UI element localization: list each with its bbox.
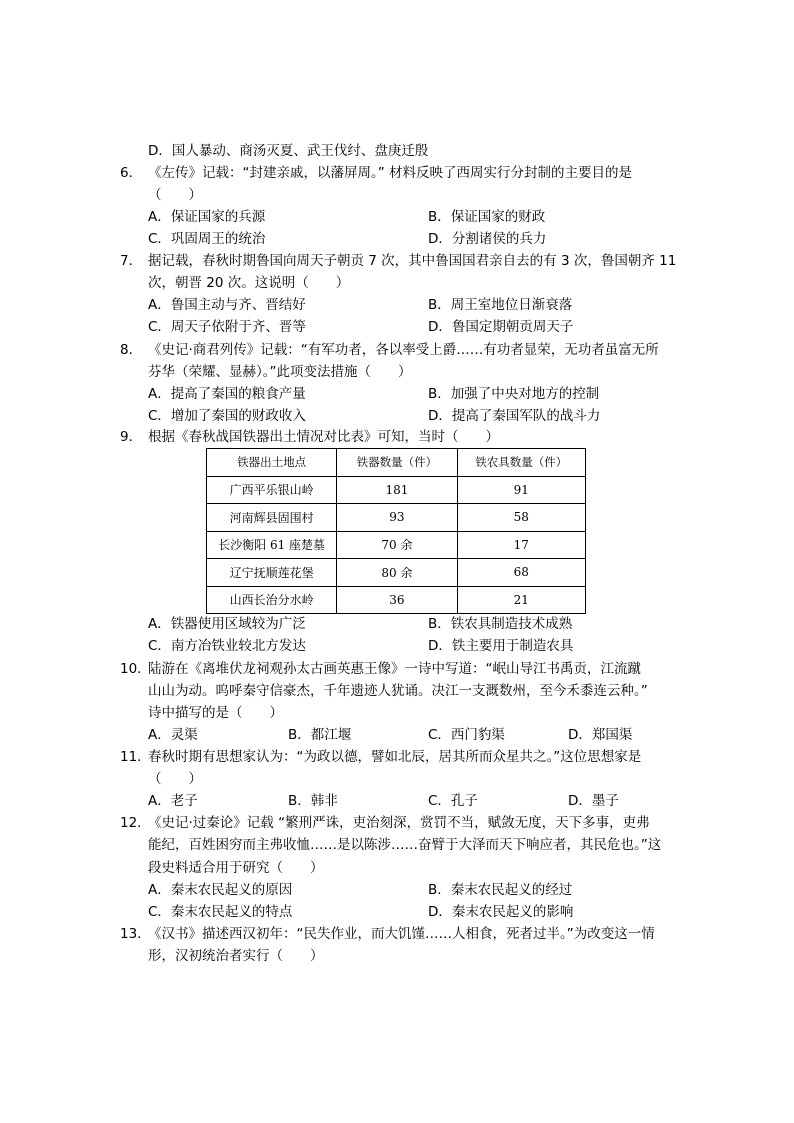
q6-number: 6． (120, 165, 143, 181)
q8-option-c: C．增加了秦国的财政收入 (148, 408, 306, 424)
q11-stem-line2: （ ） (148, 771, 202, 787)
q9-options-row-2 (0, 635, 794, 657)
q7-option-d: D．鲁国定期朝贡周天子 (428, 319, 574, 335)
table-cell: 80 余 (337, 559, 457, 587)
iron-artifacts-table (206, 448, 586, 614)
q8-options-row-2 (0, 405, 794, 427)
q13-stem-row (0, 923, 794, 945)
q12-number: 12． (120, 815, 151, 831)
q8-number: 8． (120, 342, 143, 358)
table-cell: 68 (457, 559, 585, 587)
table-row (207, 531, 586, 559)
table-header-row (207, 449, 586, 477)
q10-option-a: A．灵渠 (148, 727, 198, 743)
q7-options-row-2 (0, 316, 794, 338)
q11-options-row (0, 790, 794, 812)
q13-stem-row-2 (0, 945, 794, 967)
q7-options-row-1 (0, 294, 794, 316)
table-header-location: 铁器出土地点 (207, 449, 337, 477)
q9-option-c: C．南方冶铁业较北方发达 (148, 638, 306, 654)
q13-number: 13． (120, 926, 151, 942)
q9-stem-line1: 根据《春秋战国铁器出土情况对比表》可知，当时（ ） (148, 429, 499, 445)
q10-stem-row (0, 658, 794, 680)
q6-options-row-2 (0, 228, 794, 250)
q12-option-b: B．秦末农民起义的经过 (428, 882, 573, 898)
q8-option-b: B．加强了中央对地方的控制 (428, 386, 600, 402)
q8-option-a: A．提高了秦国的粮食产量 (148, 386, 306, 402)
q9-stem-row (0, 426, 794, 448)
q12-options-row-1 (0, 879, 794, 901)
q10-stem-row-2 (0, 680, 794, 702)
table-cell: 河南辉县固围村 (207, 504, 337, 532)
q8-stem-row-2 (0, 361, 794, 383)
q12-stem-line1: 《史记·过秦论》记载 “繁刑严诛，吏治刻深，赏罚不当，赋敛无度，天下多事，吏弗 (148, 815, 650, 831)
q8-stem-line1: 《史记·商君列传》记载：“有军功者，各以率受上爵……有功者显荣，无功者虽富无所 (148, 342, 659, 358)
q11-option-c: C．孔子 (428, 793, 478, 809)
q12-stem-row-2 (0, 834, 794, 856)
q10-stem-line3: 诗中描写的是（ ） (148, 705, 283, 721)
q12-stem-line3: 段史料适合用于研究（ ） (148, 860, 324, 876)
table-cell: 58 (457, 504, 585, 532)
q12-option-a: A．秦末农民起义的原因 (148, 882, 293, 898)
q7-stem-line2: 次，朝晋 20 次。这说明（ ） (148, 275, 350, 291)
table-cell: 93 (337, 504, 457, 532)
q11-stem-line1: 春秋时期有思想家认为：“为政以德，譬如北辰，居其所而众星共之。”这位思想家是 (148, 749, 642, 765)
q6-options-row-1 (0, 206, 794, 228)
table-cell: 广西平乐银山岭 (207, 476, 337, 504)
q12-option-c: C．秦末农民起义的特点 (148, 904, 293, 920)
q10-number: 10． (120, 661, 151, 677)
table-row (207, 559, 586, 587)
table-cell: 181 (337, 476, 457, 504)
table-cell: 山西长治分水岭 (207, 586, 337, 614)
q11-option-b: B．韩非 (288, 793, 338, 809)
q6-stem-row-2 (0, 184, 794, 206)
q5-option-row (0, 140, 794, 162)
q13-stem-line2: 形，汉初统治者实行（ ） (148, 948, 324, 964)
table-cell: 70 余 (337, 531, 457, 559)
table-header-farm-tool-count: 铁农具数量（件） (457, 449, 585, 477)
q6-option-c: C．巩固周王的统治 (148, 231, 266, 247)
q10-option-b: B．都江堰 (288, 727, 352, 743)
q12-options-row-2 (0, 901, 794, 923)
table-cell: 36 (337, 586, 457, 614)
q6-stem-line1: 《左传》记载：“封建亲戚，以藩屏周。” 材料反映了西周实行分封制的主要目的是 (148, 165, 633, 181)
q7-stem-row (0, 250, 794, 272)
q7-stem-row-2 (0, 272, 794, 294)
q9-option-d: D．铁主要用于制造农具 (428, 638, 574, 654)
q10-options-row (0, 724, 794, 746)
q12-option-d: D．秦末农民起义的影响 (428, 904, 574, 920)
q8-stem-line2: 芬华（荣耀、显赫）。”此项变法措施（ ） (148, 364, 412, 380)
q5-option-d: D．国人暴动、商汤灭夏、武王伐纣、盘庚迁殷 (148, 143, 429, 159)
q9-option-b: B．铁农具制造技术成熟 (428, 616, 573, 632)
q7-stem-line1: 据记载，春秋时期鲁国向周天子朝贡 7 次，其中鲁国国君亲自去的有 3 次，鲁国朝齐 11 (148, 253, 677, 269)
q11-stem-row (0, 746, 794, 768)
q9-number: 9． (120, 429, 143, 445)
q10-stem-line2: 山山为动。呜呼秦守信豪杰，千年遗迹人犹诵。决江一支溉数州，至今禾黍连云种。” (148, 683, 648, 699)
q6-stem-line2: （ ） (148, 187, 202, 203)
q7-option-c: C．周天子依附于齐、晋等 (148, 319, 306, 335)
table-cell: 辽宁抚顺莲花堡 (207, 559, 337, 587)
table-row (207, 476, 586, 504)
table-cell: 长沙衡阳 61 座楚墓 (207, 531, 337, 559)
q11-number: 11． (120, 749, 151, 765)
q7-number: 7． (120, 253, 143, 269)
q8-options-row-1 (0, 383, 794, 405)
q8-option-d: D．提高了秦国军队的战斗力 (428, 408, 601, 424)
q10-stem-line1: 陆游在《离堆伏龙祠观孙太古画英惠王像》一诗中写道：“岷山导江书禹贡，江流蹴 (148, 661, 641, 677)
q6-option-a: A．保证国家的兵源 (148, 209, 266, 225)
q9-option-a: A．铁器使用区域较为广泛 (148, 616, 306, 632)
table-cell: 91 (457, 476, 585, 504)
q11-option-a: A．老子 (148, 793, 198, 809)
table-row (207, 504, 586, 532)
q13-stem-line1: 《汉书》描述西汉初年：“民失作业，而大饥馑……人相食，死者过半。”为改变这一情 (148, 926, 655, 942)
q7-option-b: B．周王室地位日渐衰落 (428, 297, 573, 313)
q10-option-d: D．郑国渠 (568, 727, 633, 743)
q12-stem-row (0, 812, 794, 834)
q10-option-c: C．西门豹渠 (428, 727, 505, 743)
q12-stem-row-3 (0, 857, 794, 879)
q8-stem-row (0, 339, 794, 361)
q6-option-d: D．分割诸侯的兵力 (428, 231, 547, 247)
q11-stem-row-2 (0, 768, 794, 790)
table-cell: 17 (457, 531, 585, 559)
q11-option-d: D．墨子 (568, 793, 619, 809)
q6-stem-row (0, 162, 794, 184)
q7-option-a: A．鲁国主动与齐、晋结好 (148, 297, 306, 313)
q10-stem-row-3 (0, 702, 794, 724)
q6-option-b: B．保证国家的财政 (428, 209, 546, 225)
table-row (207, 586, 586, 614)
table-cell: 21 (457, 586, 585, 614)
q12-stem-line2: 能纪，百姓困穷而主弗收恤……是以陈涉……奋臂于大泽而天下响应者，其民危也。”这 (148, 837, 662, 853)
q9-options-row-1 (0, 613, 794, 635)
table-header-iron-count: 铁器数量（件） (337, 449, 457, 477)
